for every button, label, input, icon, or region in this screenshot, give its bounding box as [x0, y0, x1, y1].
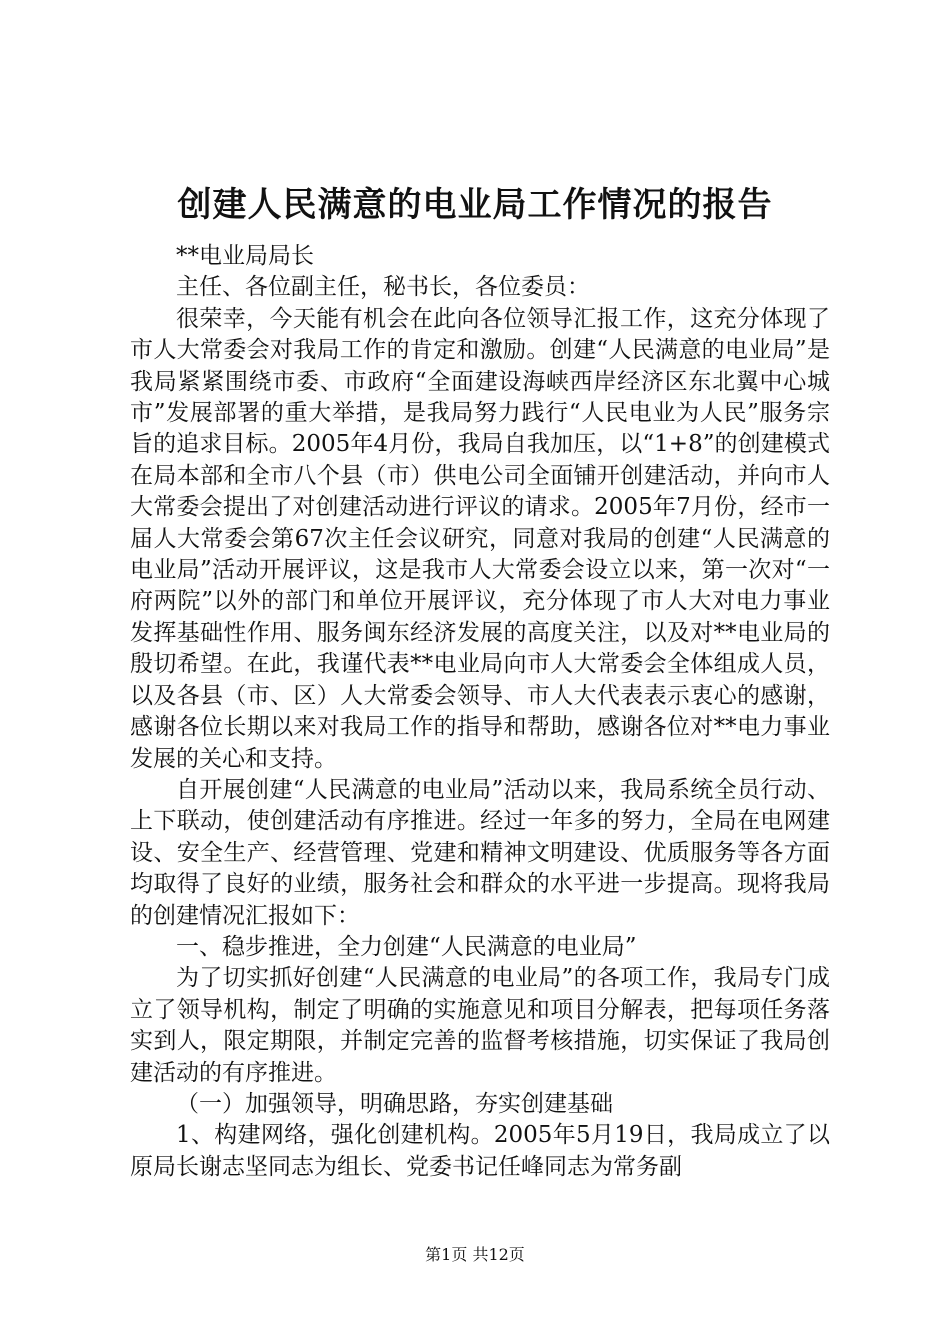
section-heading-1: 一、稳步推进，全力创建“人民满意的电业局” [176, 933, 637, 960]
page-number-footer: 第1页 共12页 [425, 1245, 525, 1264]
paragraph-intro: 很荣幸，今天能有机会在此向各位领导汇报工作，这充分体现了市人大常委会对我局工作的肯定和激励。创建“人民满意的电业局”是我局紧紧围绕市委、市政府“全面建设海峡西岸经济区东北翼中心城市”发展部署的重大举措，是我局努力践行“人民电业为人民”服务宗旨的追求目标。2005年4月份，我局自我加压，以“1+8”的创建模式在局本部和全市八个县（市）供电公司全面铺开创建活动，并向市人大常委会提出了对创建活动进行评议的请求。2005年7月份，经市一届人大常委会第67次主任会议研究，同意对我局的创建“人民满意的电业局”活动开展评议，这是我市人大常委会设立以来，第一次对“一府两院”以外的部门和单位开展评议，充分体现了市人大对电力事业发挥基础性作用、服务闽东经济发展的高度关注，以及对**电业局的殷切希望。在此，我谨代表**电业局向市人大常委会全体组成人员，以及各县（市、区）人大常委会领导、市人大代表表示衷心的感谢，感谢各位长期以来对我局工作的指导和帮助，感谢各位对**电力事业发展的关心和支持。 [130, 305, 830, 772]
subsection-heading-1: （一）加强领导，明确思路，夯实创建基础 [176, 1090, 613, 1117]
paragraph-overview: 自开展创建“人民满意的电业局”活动以来，我局系统全员行动、上下联动，使创建活动有序推进。经过一年多的努力，全局在电网建设、安全生产、经营管理、党建和精神文明建设、优质服务等各方面均取得了良好的业绩，服务社会和群众的水平进一步提高。现将我局的创建情况汇报如下： [130, 776, 830, 929]
salutation: 主任、各位副主任，秘书长，各位委员： [176, 274, 590, 301]
paragraph-section-1: 为了切实抓好创建“人民满意的电业局”的各项工作，我局专门成立了领导机构，制定了明确的实施意见和项目分解表，把每项任务落实到人，限定期限，并制定完善的监督考核措施，切实保证了我局创建活动的有序推进。 [130, 965, 830, 1086]
document-title: 创建人民满意的电业局工作情况的报告 [177, 185, 773, 225]
paragraph-item-1: 1、构建网络，强化创建机构。2005年5月19日，我局成立了以原局长谢志坚同志为组长、党委书记任峰同志为常务副 [130, 1122, 830, 1180]
author-line: **电业局局长 [176, 243, 314, 269]
document-body [130, 241, 830, 1183]
